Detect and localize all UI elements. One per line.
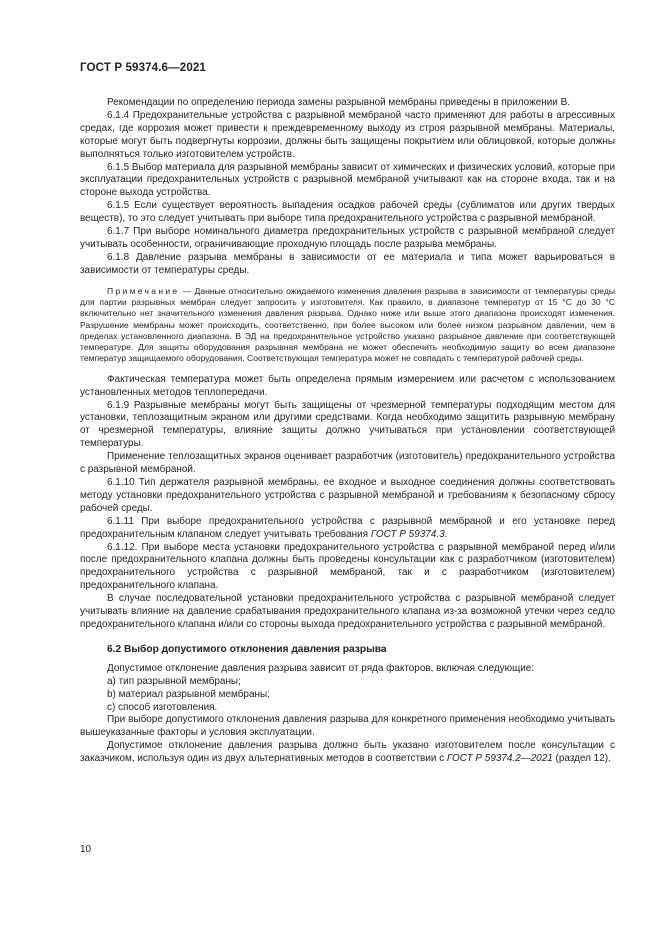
section-title-6-2: 6.2 Выбор допустимого отклонения давления разрыва bbox=[107, 643, 387, 655]
paragraph-6-2-methods bbox=[80, 740, 615, 766]
note-text: — Данные относительно ожидаемого изменения давления разрыва в зависимости от температуры среды для партии разрывных мембран следует запросить у изготовителя. Как правило, в диапазоне температур от 15 °C до 30 °C включительно нет значительного изменения давления разрыва. Однако ниже или выше этого диапазона происходят изменения. Разрушение мембраны может происходить, соответственно, при более высоком или более низком разрывном давлении, чем в пределах установленного диапазона. В ЭД на предохранительное устройство указано разрывное давление при соответствующей температуре. Для защиты оборудования разрывная мембрана не может обеспечить необходимую защиту во всем диапазоне температур защищаемого оборудования. Соответствующая температура может не совпадать с температурой рабочей среды. bbox=[80, 285, 615, 364]
paragraph-6-1-9: 6.1.9 Разрывные мембраны могут быть защищены от чрезмерной температуры подходящим местом для установки, теплозащитным экраном или другими средствами. Когда необходимо защитить разрывную мембрану от чрезмерной температуры, влияние защиты должно учитываться при установлении соответствующей температуры. bbox=[80, 399, 615, 450]
paragraph-6-1-11-text: 6.1.11 При выборе предохранительного устройства с разрывной мембраной и его установке перед предохранительным клапаном следует учитывать требования bbox=[80, 515, 615, 540]
paragraph-6-1-4: 6.1.4 Предохранительные устройства с разрывной мембраной часто применяют для работы в агрессивных средах, где коррозия может привести к преждевременному выходу из строя разрывной мембраны. Материалы, которые могут быть подвергнуты коррозии, должны быть защищены покрытием или облицовкой, которые должны выполняться только изготовителем устройств. bbox=[80, 109, 615, 160]
paragraph-6-2-methods-text: Допустимое отклонение давления разрыва должно быть указано изготовителем после консультации с заказчиком, используя один из двух альтернативных методов в соответствии с bbox=[80, 740, 615, 765]
paragraph-6-1-11-end: . bbox=[444, 528, 448, 540]
paragraph-6-1-11 bbox=[80, 516, 615, 542]
page-number: 10 bbox=[80, 844, 92, 855]
paragraph-6-1-10: 6.1.10 Тип держателя разрывной мембраны, ее входное и выходное соединения должны соответствовать методу установки предохранительного устройства с разрывной мембраной и требованиям к безопасному сбросу рабочей среды. bbox=[80, 477, 615, 514]
paragraph-6-1-7: 6.1.7 При выборе номинального диаметра предохранительных устройств с разрывной мембраной следует учитывать особенности, ограничивающие проходную площадь после разрыва мембраны. bbox=[80, 226, 615, 250]
paragraph-6-1-8: 6.1.8 Давление разрыва мембраны в зависимости от ее материала и типа может варьироваться в зависимости от температуры среды. bbox=[80, 251, 615, 276]
paragraph-6-2-factors: При выборе допустимого отклонения давления разрыва для конкретного применения необходимо учитывать вышеуказанные факторы и условия эксплуатации. bbox=[80, 714, 615, 739]
list-item: b) материал разрывной мембраны; bbox=[107, 688, 270, 700]
paragraph-6-1-5b: 6.1.5 Если существует вероятность выпадения осадков рабочей среды (сублиматов или других твердых веществ), то это следует учитывать при выборе типа предохранительного устройства с разрывной мембраной. bbox=[80, 200, 615, 225]
document-body bbox=[80, 97, 615, 766]
paragraph-6-1-5: 6.1.5 Выбор материала для разрывной мембраны зависит от химических и физических условий, которые при эксплуатации предохранительных устройств с разрывной мембраной учитывают как на стороне входа, так и на стороне выхода устройства. bbox=[80, 161, 616, 199]
paragraph-6-2-intro: Допустимое отклонение давления разрыва зависит от ряда факторов, включая следующие: bbox=[107, 662, 535, 674]
note-block bbox=[80, 286, 615, 365]
standard-reference: ГОСТ Р 59374.2—2021 bbox=[446, 753, 553, 765]
list-item: c) способ изготовления. bbox=[107, 701, 218, 713]
paragraph-series-installation: В случае последовательной установки предохранительного устройства с разрывной мембраной следует учитывать влияние на давление срабатывания предохранительного клапана из-за возможной утечки через седло предохранительного клапана и/или со стороны выхода предохранительного устройства с разрывной мембраной. bbox=[80, 593, 615, 630]
document-code-header: ГОСТ Р 59374.6—2021 bbox=[80, 61, 206, 74]
paragraph-heat-shield: Применение теплозащитных экранов оценивает разработчик (изготовитель) предохранительного устройства с разрывной мембраной. bbox=[80, 451, 615, 476]
paragraph-temperature: Фактическая температура может быть определена прямым измерением или расчетом с использованием установленных методов теплопередачи. bbox=[80, 373, 615, 398]
list-item: a) тип разрывной мембраны; bbox=[107, 675, 241, 687]
standard-reference: ГОСТ Р 59374.3 bbox=[370, 528, 445, 540]
paragraph-6-1-12: 6.1.12. При выборе места установки предохранительного устройства с разрывной мембраной перед и/или после предохранительного клапана должны быть проведены консультации как с разработчиком (изготовителем) предохранительного устройства с разрывной мембраной, так и с разработчиком (изготовителем) предохранительного клапана. bbox=[80, 541, 615, 592]
note-label: Примечание bbox=[107, 285, 180, 296]
paragraph-6-2-methods-end: (раздел 12). bbox=[552, 753, 611, 765]
paragraph: Рекомендации по определению периода замены разрывной мембраны приведены в приложении В. bbox=[107, 97, 571, 108]
